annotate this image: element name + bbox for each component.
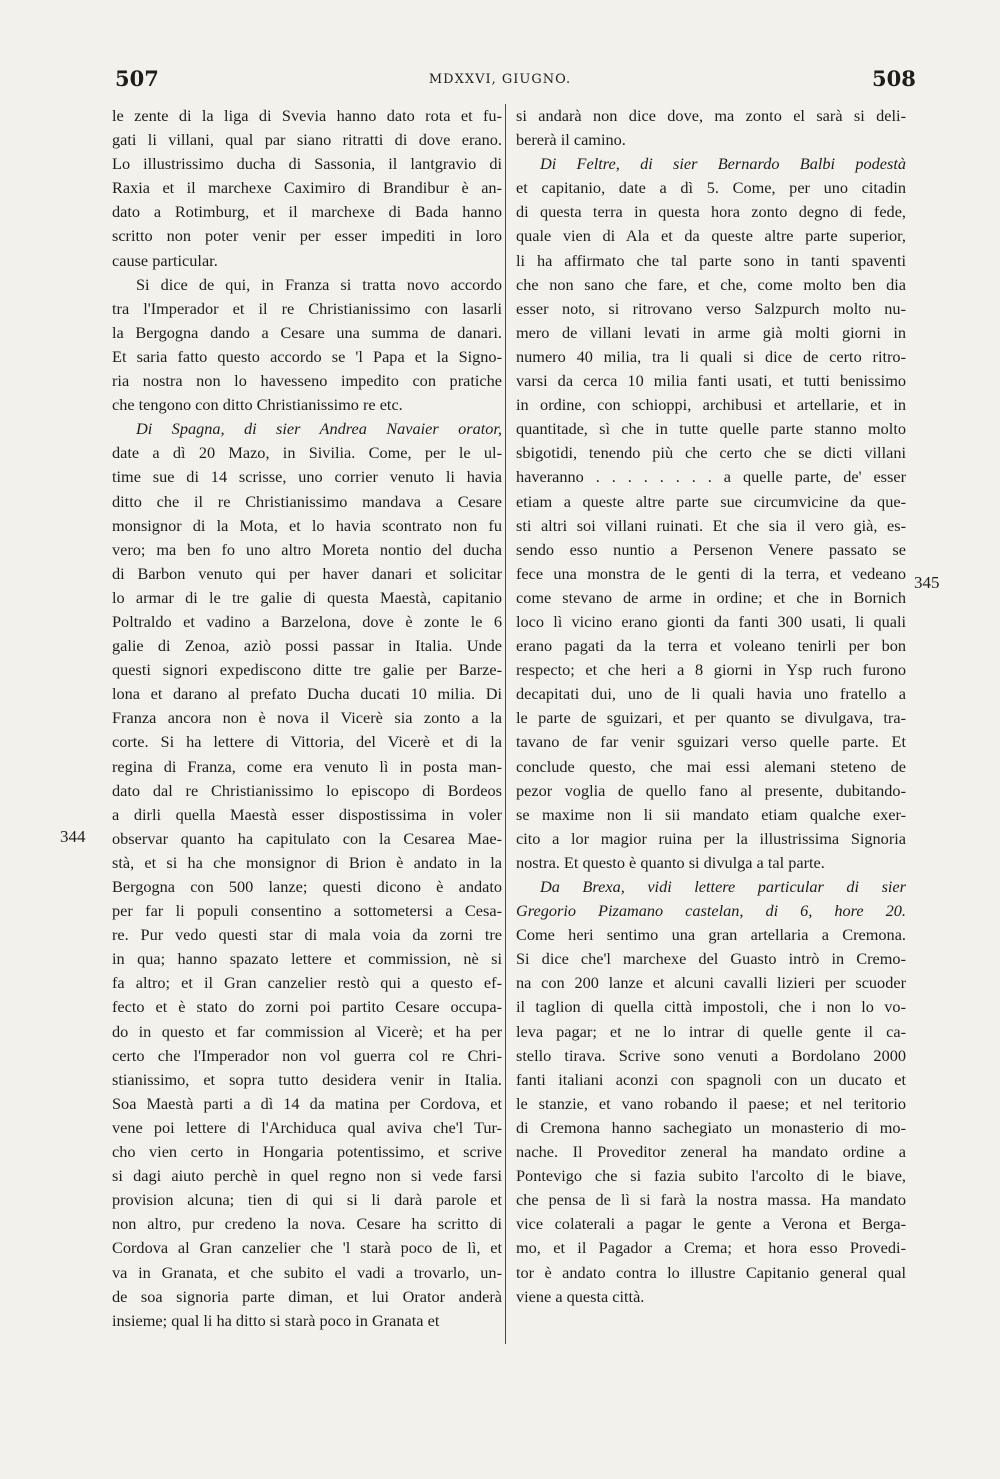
text-line: vero; ma ben fo uno altro Moreta nontio del ducha <box>112 539 502 559</box>
text-line: sti altri soi villani ruinati. Et che sia il vero già, es- <box>516 515 906 535</box>
text-line: di Barbon venuto qui per haver danari et solicitar <box>112 563 502 583</box>
text-line: numero 40 milia, tra li quali si dice de certo ritro- <box>516 346 906 366</box>
text-line: ditto che il re Christianissimo mandava a Cesare <box>112 491 502 511</box>
text-line: Et saria fatto questo accordo se 'l Papa et la Signo- <box>112 346 502 366</box>
right-page-number: 508 <box>872 66 916 91</box>
text-line: di questa terra in questa hora zonto degno di fede, <box>516 202 906 222</box>
text-line: Bergogna con 500 lanze; questi dicono è andato <box>112 877 502 896</box>
text-line: sbigotidi, tenendo più che certo che se dicti villani <box>516 443 906 463</box>
text-line: stello tirava. Scrive sono venuti a Bordolano 2000 <box>516 1045 906 1065</box>
text-line: observar quanto ha capitulato con la Cesarea Mae- <box>112 828 502 848</box>
column-divider <box>505 104 506 1344</box>
text-line: la Bergogna dando a Cesare una summa de danari. <box>112 322 502 342</box>
text-line: cito a lor magior ruina per la illustrissima Signoria <box>516 828 906 848</box>
text-line: gati li villani, qual par siano ritratti di dove erano. <box>112 130 502 150</box>
text-line: stà, et si ha che monsignor di Brion è andato in la <box>112 852 502 872</box>
text-line: quale vien di Ala et da queste altre parte superior, <box>516 226 906 246</box>
text-line: haveranno . . . . . . . . a quelle parte, de' esser <box>516 467 906 487</box>
text-line: il taglion di quella città impostoli, che i non lo vo- <box>516 997 906 1017</box>
text-line: che tengono con ditto Christianissimo re etc. <box>112 395 403 415</box>
text-line: galie di Zenoa, aziò possi passar in Italia. Unde <box>112 636 502 656</box>
text-line: re. Pur vedo questi star di mala voia da zorni tre <box>112 925 502 945</box>
page-header <box>0 66 1000 96</box>
text-line: loco lì vicino erano gionti da fanti 300 usati, li quali <box>516 611 906 631</box>
left-margin-number: 344 <box>60 827 86 846</box>
text-line: na con 200 lanze et alcuni cavalli lizieri per scuoder <box>516 973 906 993</box>
text-line: nache. Il Proveditor zeneral ha mandato ordine a <box>516 1142 906 1162</box>
text-line: esser noto, si ritrovano verso Salzpurch molto nu- <box>516 298 906 318</box>
text-line: decapitati dui, uno de li quali havia uno fratello a <box>516 684 906 704</box>
text-line: non altro, pur credeno la nova. Cesare ha scritto di <box>112 1214 502 1234</box>
text-line: si dagi aiuto perchè in quel regno non si vede farsi <box>112 1166 502 1186</box>
text-line: sendo esso nuntio a Persenon Venere passato se <box>516 539 906 559</box>
text-line: varsi da cerca 10 milia fanti usati, et tutti benissimo <box>516 371 906 391</box>
text-line: de soa signoria parte diman, et lui Orator anderà <box>112 1286 502 1306</box>
text-line: etiam a queste altre parte sue circumvicine da que- <box>516 491 906 511</box>
text-line: tor è andato contra lo illustre Capitanio general qual <box>516 1262 906 1282</box>
text-line: fece una monstra de le genti di la terra, et vedeano <box>516 563 906 583</box>
text-line: le zente di la liga di Svevia hanno dato rota et fu- <box>112 106 502 125</box>
text-line: Poltraldo et vadino a Barzelona, dove è zonte le 6 <box>112 611 502 631</box>
text-line: di Cremona hanno sachegiato un monasterio di mo- <box>516 1117 906 1137</box>
text-line: Come heri sentimo una gran artellaria a Cremona. <box>516 925 906 945</box>
text-line: vene poi lettere di l'Archiduca qual aviva che'l Tur- <box>112 1117 502 1137</box>
text-line: Di Feltre, di sier Bernardo Balbi podestà <box>540 154 906 174</box>
text-line: Gregorio Pizamano castelan, di 6, hore 20. <box>516 901 906 921</box>
text-line: in ordine, con schioppi, archibusi et artellarie, et in <box>516 395 906 415</box>
text-line: Lo illustrissimo ducha di Sassonia, il lantgravio di <box>112 154 502 174</box>
text-line: leva pagar; et ne lo intrar di quelle gente il ca- <box>516 1021 906 1041</box>
text-line: viene a questa città. <box>516 1286 645 1306</box>
right-margin-number: 345 <box>914 573 940 592</box>
text-line: certo che l'Imperador non vol guerra col re Chri- <box>112 1045 502 1065</box>
text-line: Raxia et il marchexe Caximiro di Brandibur è an- <box>112 178 502 198</box>
running-head: MDXXVI, GIUGNO. <box>428 72 572 87</box>
text-line: fa altro; et il Gran canzelier restò qui a questo ef- <box>112 973 502 993</box>
text-line: Da Brexa, vidi lettere particular di sier <box>540 877 906 896</box>
text-line: se maxime non li sii mandato etiam qualche exer- <box>516 804 906 824</box>
text-line: come stevano de arme in ordine; et che in Bornich <box>516 587 906 607</box>
text-line: in qua; hanno spazato lettere et commission, nè si <box>112 949 502 969</box>
text-line: et capitanio, date a dì 5. Come, per uno citadin <box>516 178 906 198</box>
text-line: dato dal re Christianissimo lo episcopo di Bordeos <box>112 780 502 800</box>
text-line: a dirli quella Maestà esser dispostissima in voler <box>112 804 502 824</box>
text-line: corte. Si ha lettere di Vittoria, del Vicerè et di la <box>112 732 502 752</box>
text-line: bererà il camino. <box>516 130 626 150</box>
text-line: Soa Maestà parti a dì 14 da matina per Cordova, et <box>112 1093 502 1113</box>
text-line: Cordova al Gran canzelier che 'l starà poco de lì, et <box>112 1238 502 1258</box>
text-line: lona et darano al prefato Ducha ducati 10 milia. Di <box>112 684 502 704</box>
text-line: le parte de sguizari, et per quanto se divulgava, tra- <box>516 708 906 728</box>
text-line: quantitade, sì che in tutte quelle parte stanno molto <box>516 419 906 439</box>
text-line: vice colaterali a pagar le gente a Verona et Berga- <box>516 1214 906 1234</box>
text-line: fanti italiani aconzi con spagnoli con un ducato et <box>516 1069 906 1089</box>
text-line: che pensa de lì si farà la nostra massa. Ha mandato <box>516 1190 906 1210</box>
text-line: va in Granata, et che subito el vadi a trovarlo, un- <box>112 1262 502 1282</box>
text-line: pezor voglia de quello fano al presente, dubitando- <box>516 780 906 800</box>
text-line: tavano de far venir sguizari verso quelle parte. Et <box>516 732 906 752</box>
text-line: mo, et il Pagador a Crema; et hora esso Provedi- <box>516 1238 906 1258</box>
right-column <box>516 104 906 1309</box>
text-line: fecto et è stato do zorni poi partito Cesare occupa- <box>112 997 502 1017</box>
text-line: ria nostra non lo havesseno impedito con pratiche <box>112 371 502 391</box>
text-line: Si dice de qui, in Franza si tratta novo accordo <box>136 274 502 294</box>
text-line: Pontevigo che si fazia subito l'arcolto di le biave, <box>516 1166 906 1186</box>
text-line: date a dì 20 Mazo, in Sivilia. Come, per le ul- <box>112 443 502 463</box>
text-line: respecto; et che heri a 8 giorni in Ysp ruch furono <box>516 660 906 680</box>
text-line: monsignor di la Mota, et lo havia scontrato non fu <box>112 515 502 535</box>
text-line: che non sano che fare, et che, come molto ben dia <box>516 274 906 294</box>
text-line: mero de villani levati in arme già molti giorni in <box>516 322 906 342</box>
text-line: conclude questo, che mai essi alemani steteno de <box>516 756 906 776</box>
text-line: lo armar di le tre galie di questa Maestà, capitanio <box>112 587 502 607</box>
text-line: erano pagati da la terra et voleano tenirli per bon <box>516 636 906 656</box>
text-line: tra l'Imperador et il re Christianissimo con lasarli <box>112 298 502 318</box>
text-line: scritto non poter venir per esser impediti in loro <box>112 226 502 246</box>
left-page-number: 507 <box>115 66 159 91</box>
text-line: regina di Franza, come era venuto lì in posta man- <box>112 756 502 776</box>
text-line: cause particular. <box>112 250 218 270</box>
text-line: cho vien certo in Hongaria potentissimo, et scrive <box>112 1142 502 1162</box>
text-line: stianissimo, et sopra tutto desidera venir in Italia. <box>112 1069 502 1089</box>
text-line: Franza ancora non è nova il Vicerè sia zonto a la <box>112 708 502 728</box>
text-line: dato a Rotimburg, et il marchexe di Bada hanno <box>112 202 502 222</box>
text-line: Si dice che'l marchexe del Guasto intrò in Cremo- <box>516 949 906 969</box>
text-line: questi signori expediscono ditte tre galie per Barze- <box>112 660 502 680</box>
text-line: si andarà non dice dove, ma zonto el sarà si deli- <box>516 106 906 125</box>
text-line: time sue di 14 scrisse, uno corrier venuto li havia <box>112 467 502 487</box>
text-line: le stanzie, et vano robando il paese; et nel teritorio <box>516 1093 906 1113</box>
text-line: per far li populi consentino a sottometersi a Cesa- <box>112 901 502 921</box>
text-line: do in questo et far commission al Vicerè; et ha per <box>112 1021 502 1041</box>
text-line: Di Spagna, di sier Andrea Navaier orator, <box>136 419 502 439</box>
text-line: nostra. Et questo è quanto si divulga a tal parte. <box>516 852 825 872</box>
text-line: insieme; qual li ha ditto si starà poco in Granata et <box>112 1310 440 1330</box>
left-column <box>112 104 502 1333</box>
text-line: li ha affirmato che tal parte sono in tanti spaventi <box>516 250 906 270</box>
text-line: provision alcuna; tien di qui si li darà parole et <box>112 1190 502 1210</box>
